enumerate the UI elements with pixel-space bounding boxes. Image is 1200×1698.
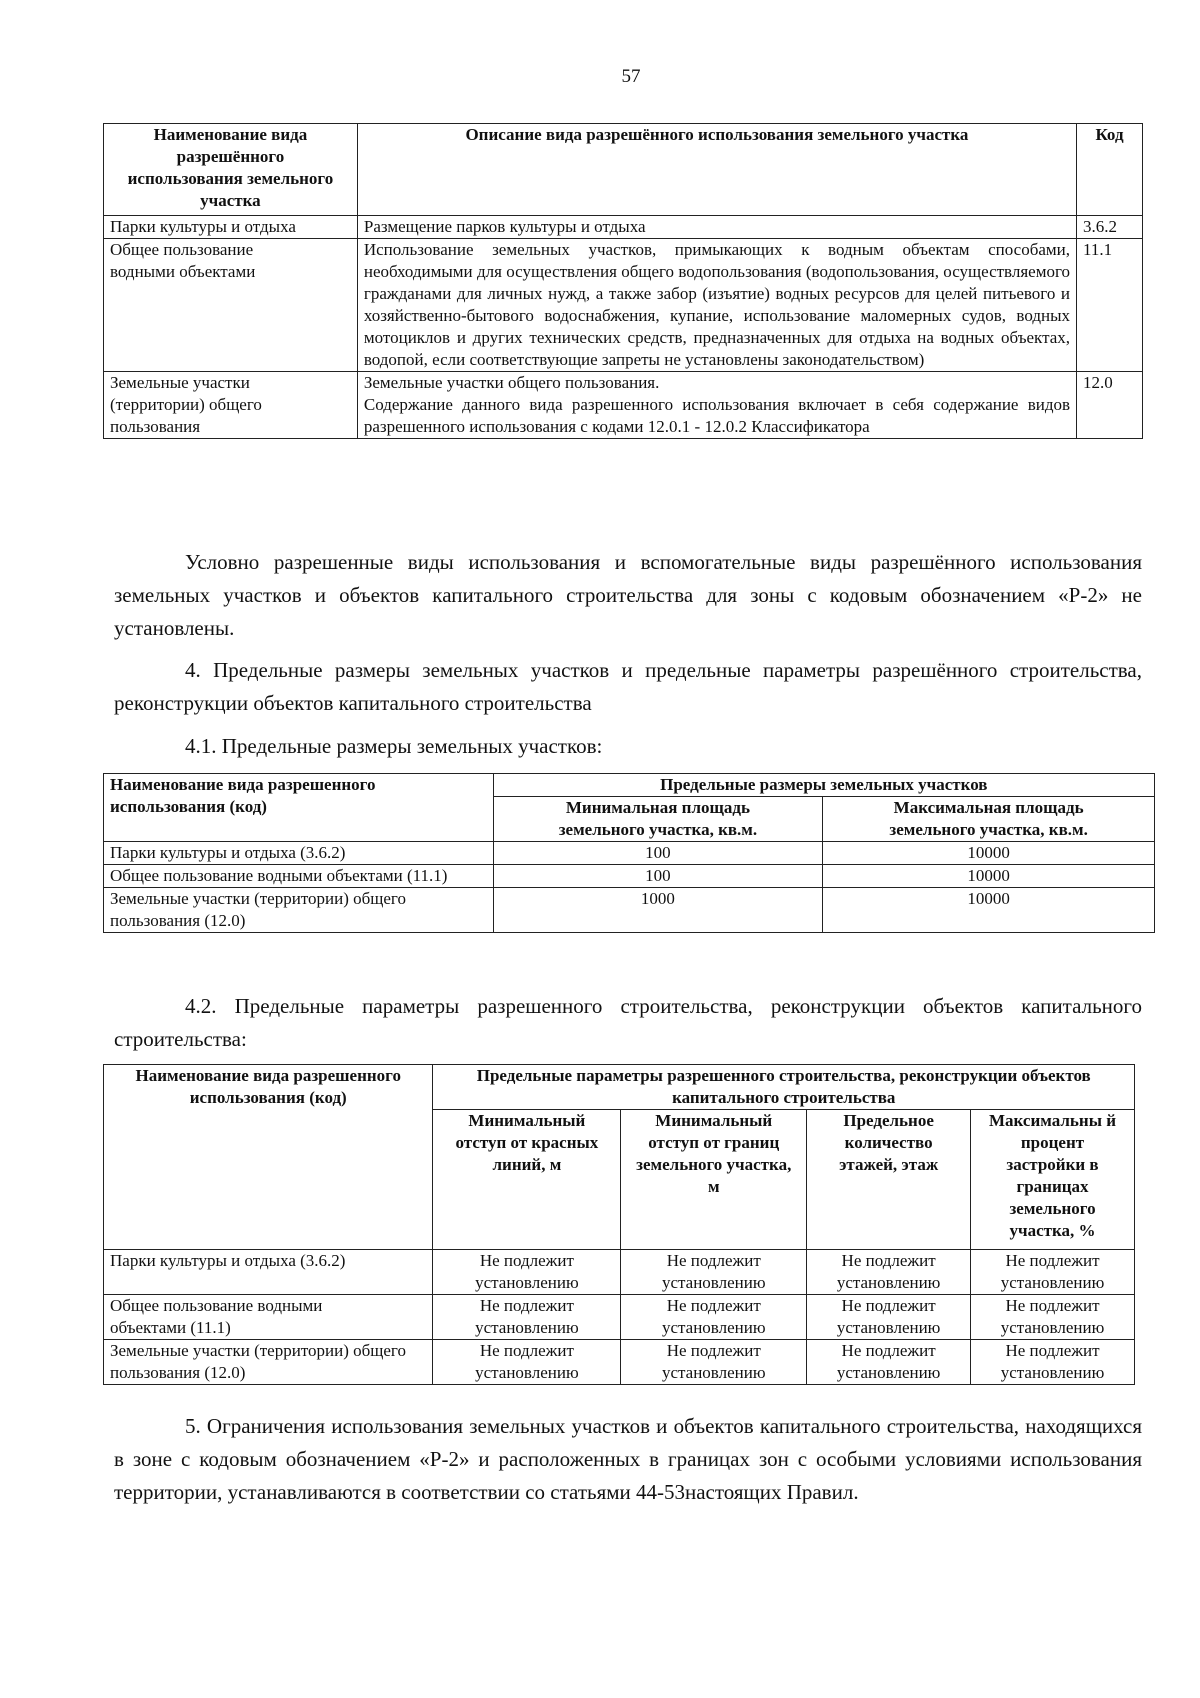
permitted-use-table — [103, 123, 1143, 439]
build-params-table — [103, 1064, 1135, 1385]
use-name: Земельные участки (территории) общего пользования — [104, 372, 358, 439]
use-description-line1: Земельные участки общего пользования. — [363, 373, 660, 392]
paragraph-section-4-1 — [114, 730, 1142, 763]
value-cell: Не подлежит установлению — [971, 1340, 1135, 1385]
use-name: Земельные участки (территории) общего пользования (12.0) — [104, 888, 494, 933]
table-header-row — [104, 1065, 1135, 1110]
table-row — [104, 1340, 1135, 1385]
header-border-setback: Минимальный отступ от границ земельного участка, м — [621, 1110, 807, 1250]
value-cell: Не подлежит установлению — [807, 1295, 971, 1340]
max-area: 10000 — [823, 888, 1155, 933]
header-description: Описание вида разрешённого использования земельного участка — [357, 124, 1076, 216]
value-cell: Не подлежит установлению — [807, 1250, 971, 1295]
max-area: 10000 — [823, 865, 1155, 888]
paragraph-text: 5. Ограничения использования земельных участков и объектов капитального строительства, находящихся в зоне с кодовым обозначением «Р-2» и расположенных в границах зон с особыми условиями использования территории, устанавливаются в соответствии со статьями 44-53настоящих Правил. — [114, 1414, 1142, 1504]
paragraph-text: 4.2. Предельные параметры разрешенного строительства, реконструкции объектов капитального строительства: — [114, 994, 1142, 1051]
header-min-area: Минимальная площадь земельного участка, кв.м. — [493, 797, 823, 842]
plot-sizes-table — [103, 773, 1155, 933]
header-name: Наименование вида разрешённого использования земельного участка — [104, 124, 358, 216]
value-cell: Не подлежит установлению — [433, 1250, 621, 1295]
paragraph-text: 4.1. Предельные размеры земельных участков: — [185, 734, 603, 758]
max-area: 10000 — [823, 842, 1155, 865]
paragraph-text: Условно разрешенные виды использования и вспомогательные виды разрешённого использования земельных участков и объектов капитального строительства для зоны с кодовым обозначением «Р-2» не установлены. — [114, 550, 1142, 640]
use-description — [357, 372, 1076, 439]
use-description-line2: Содержание данного вида разрешенного использования включает в себя содержание видов разрешенного использования с кодами 12.0.1 - 12.0.2 Классификатора — [363, 395, 1071, 436]
header-group: Предельные параметры разрешенного строительства, реконструкции объектов капитального строительства — [433, 1065, 1135, 1110]
paragraph-section-5 — [114, 1410, 1142, 1509]
value-cell: Не подлежит установлению — [971, 1250, 1135, 1295]
table-row — [104, 1250, 1135, 1295]
value-cell: Не подлежит установлению — [433, 1295, 621, 1340]
paragraph-text: 4. Предельные размеры земельных участков и предельные параметры разрешённого строительства, реконструкции объектов капитального строительства — [114, 658, 1142, 715]
header-floors: Предельное количество этажей, этаж — [807, 1110, 971, 1250]
value-cell: Не подлежит установлению — [433, 1340, 621, 1385]
use-name: Общее пользование водными объектами (11.1) — [104, 865, 494, 888]
table-header-row — [104, 774, 1155, 797]
min-area: 1000 — [493, 888, 823, 933]
use-description: Использование земельных участков, примыкающих к водным объектам способами, необходимыми для осуществления общего водопользования (водопользования, осуществляемого гражданами для личных нужд, а также забор (изъятие) водных ресурсов для целей питьевого и хозяйственно-бытового водоснабжения, купание, использование маломерных судов, водных мотоциклов и других технических средств, предназначенных для отдыха на водных объектах, водопой, если соответствующие запреты не установлены законодательством) — [357, 239, 1076, 372]
use-name: Парки культуры и отдыха (3.6.2) — [104, 842, 494, 865]
use-description: Размещение парков культуры и отдыха — [357, 216, 1076, 239]
min-area: 100 — [493, 842, 823, 865]
table-row — [104, 372, 1143, 439]
value-cell: Не подлежит установлению — [621, 1250, 807, 1295]
use-name: Общее пользование водными объектами — [104, 239, 358, 372]
header-code: Код — [1077, 124, 1143, 216]
header-max-area: Максимальная площадь земельного участка, кв.м. — [823, 797, 1155, 842]
header-name: Наименование вида разрешенного использования (код) — [104, 774, 494, 842]
table-row — [104, 216, 1143, 239]
use-name: Общее пользование водными объектами (11.1) — [104, 1295, 433, 1340]
use-name: Парки культуры и отдыха (3.6.2) — [104, 1250, 433, 1295]
table-row — [104, 1295, 1135, 1340]
paragraph-section-4-2 — [114, 990, 1142, 1056]
use-code: 11.1 — [1077, 239, 1143, 372]
header-group: Предельные размеры земельных участков — [493, 774, 1154, 797]
use-code: 3.6.2 — [1077, 216, 1143, 239]
table-row — [104, 842, 1155, 865]
value-cell: Не подлежит установлению — [971, 1295, 1135, 1340]
min-area: 100 — [493, 865, 823, 888]
paragraph-conditional-uses — [114, 546, 1142, 645]
table-row — [104, 888, 1155, 933]
header-red-line-setback: Минимальный отступ от красных линий, м — [433, 1110, 621, 1250]
use-name: Парки культуры и отдыха — [104, 216, 358, 239]
paragraph-section-4 — [114, 654, 1142, 720]
value-cell: Не подлежит установлению — [621, 1340, 807, 1385]
header-name: Наименование вида разрешенного использования (код) — [104, 1065, 433, 1250]
header-building-percent: Максимальны й процент застройки в границах земельного участка, % — [971, 1110, 1135, 1250]
value-cell: Не подлежит установлению — [807, 1340, 971, 1385]
use-name: Земельные участки (территории) общего пользования (12.0) — [104, 1340, 433, 1385]
table-header-row — [104, 124, 1143, 216]
page-number: 57 — [621, 66, 641, 87]
table-row — [104, 239, 1143, 372]
use-code: 12.0 — [1077, 372, 1143, 439]
table-row — [104, 865, 1155, 888]
value-cell: Не подлежит установлению — [621, 1295, 807, 1340]
